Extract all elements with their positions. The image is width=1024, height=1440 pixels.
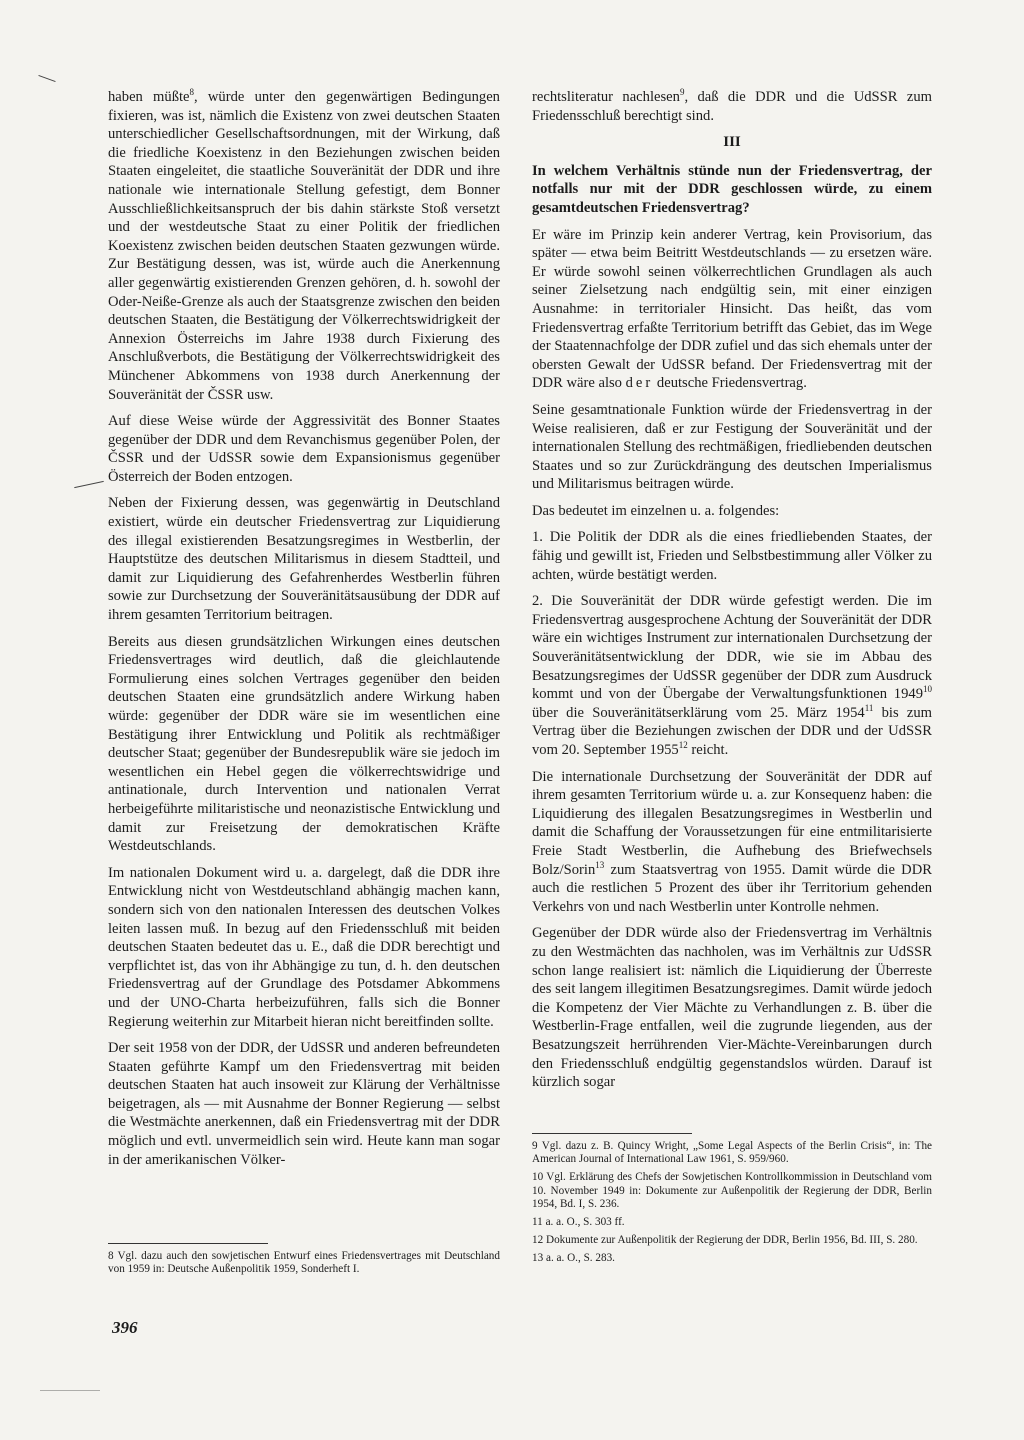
scan-mark <box>40 1390 100 1391</box>
footnote: 12 Dokumente zur Außenpolitik der Regierung der DDR, Berlin 1956, Bd. III, S. 280. <box>532 1234 918 1247</box>
page-number: 396 <box>112 1318 138 1337</box>
scan-mark <box>38 75 55 82</box>
paragraph <box>108 88 500 404</box>
paragraph: Der seit 1958 von der DDR, der UdSSR und anderen befreundeten Staaten geführte Kampf um den Friedensvertrag mit beiden deutschen Staaten hat auch insoweit zur Klärung der Verhältnisse beigetragen, als — mit Ausnahme der Bonner Regierung — selbst die Westmächte anerkennen, daß ein Friedensvertrag mit der DDR möglich und evtl. unvermeidlich sein wird. Heute kann man sogar in der amerikanischen Völker- <box>108 1040 500 1168</box>
emphasis-text: der <box>625 375 654 392</box>
paragraph: Bereits aus diesen grundsätzlichen Wirkungen eines deutschen Friedensvertrages wird deutlich, daß die gleichlautende Formulierung eines solchen Vertrages gegenüber den beiden deutschen Staaten eine grundsätzlich andere Wirkung haben würde: gegenüber der DDR wäre sie im wesentlichen eine Bestätigung ihrer Entwicklung und Politik als rechtmäßiger deutscher Staat; gegenüber der Bundesrepublik wäre sie jedoch im wesentlichen ein Hebel gegen die völkerrechtswidrige und antinationale, durch Intervention und nationalen Verrat herbeigeführte militaristische und neonazistische Entwicklung und damit zur Freisetzung der demokratischen Kräfte Westdeutschlands. <box>108 633 500 855</box>
footnote: 11 a. a. O., S. 303 ff. <box>532 1216 625 1229</box>
paragraph: Gegenüber der DDR würde also der Friedensvertrag im Verhältnis zu den Westmächten das nachholen, was im Verhältnis zur UdSSR schon lange realisiert ist: nämlich die Liquidierung der Überreste des seit langem illegitimen Besatzungsregimes. Damit würde jedoch die Kompetenz der Vier Mächte zu Verhandlungen z. B. über die Westberlin-Frage entfallen, weil die zugrunde liegenden, aus der Besatzungszeit herrührenden Vier-Mächte-Vereinbarungen durch den Friedensschluß endgültig gegenstandslos würden. Darauf ist kürzlich sogar <box>532 925 932 1091</box>
text-run: haben müßte <box>108 89 190 105</box>
text-run: reicht. <box>687 742 729 758</box>
footnote-divider <box>532 1133 692 1134</box>
text-run: über die Souveränitätserklärung vom 25. März 1954 <box>532 704 865 721</box>
scan-mark <box>74 481 104 488</box>
footnote-ref: 11 <box>864 702 874 713</box>
text-run: , würde unter den gegenwärtigen Bedingungen fixieren, was ist, nämlich die Existenz von zwei deutschen Staaten unterschiedlicher Gesellschaftsordnungen, mit der Wirkung, daß die friedliche Koexistenz in den Beziehungen zwischen beiden Staaten eingeleitet, die staatliche Souveränität der DDR und ihre nationale wie internationale Stellung gefestigt, dem Bonner Ausschließlichkeitsanspruch der bis dahin stärkste Stoß versetzt und der westdeutsche Staat zu einer Politik der friedlichen Koexistenz zwischen beiden deutschen Staaten gezwungen würde. Zur Bestätigung dessen, was ist, würde auch die Anerkennung aller gegenwärtig existierenden Grenzen gehören, d. h. sowohl der Oder-Neiße-Grenze als auch der Staatsgrenze zwischen den beiden deutschen Staaten, die Bestätigung der Völkerrechtswidrigkeit der Annexion Österreichs im Jahre 1938 durch Fixierung des Anschlußverbots, die Bestätigung der Völkerrechtswidrigkeit des Münchener Abkommens von 1938 durch Anerkennung der Souveränität der ČSSR usw. <box>108 89 500 403</box>
paragraph <box>532 592 932 759</box>
section-heading: III <box>723 134 741 151</box>
text-run: Er wäre im Prinzip kein anderer Vertrag, kein Provisorium, das später — etwa beim Beitritt Westdeutschlands — zu ersetzen wäre. Er würde sowohl seinen völkerrechtlichen Grundlagen als auch seiner Zielsetzung nach endgültig sein, mit einer einzigen Ausnahme: in territorialer Hinsicht. Das heißt, das vom Friedensvertrag erfaßte Territorium betrifft das Gebiet, das im Wege der Staatennachfolge der DDR zufiel und das sich ehemals unter der obersten Gewalt der UdSSR befand. Der Friedensvertrag mit der DDR wäre also <box>532 226 932 392</box>
paragraph <box>532 88 932 125</box>
text-run: bis zum Vertrag über die Beziehungen zwischen der DDR und der UdSSR vom 20. September 1955 <box>532 704 932 758</box>
question-paragraph: In welchem Verhältnis stünde nun der Friedensvertrag, der notfalls nur mit der DDR geschlossen würde, zu einem gesamtdeutschen Friedensvertrag? <box>532 162 932 216</box>
text-run: rechtsliteratur nachlesen <box>532 89 680 105</box>
footnote: 8 Vgl. dazu auch den sowjetischen Entwurf eines Friedensvertrages mit Deutschland von 1959 in: Deutsche Außenpolitik 1959, Sonderheft I. <box>108 1250 500 1276</box>
footnote: 13 a. a. O., S. 283. <box>532 1252 615 1265</box>
text-run: zum Staatsvertrag von 1955. Damit würde die DDR auch die restlichen 5 Prozent des über ihr Territorium gehenden Verkehrs von und nach Westberlin unter Kontrolle nehmen. <box>532 861 932 915</box>
footnote-ref: 13 <box>595 859 605 870</box>
paragraph: Im nationalen Dokument wird u. a. dargelegt, daß die DDR ihre Entwicklung nicht von Westdeutschland abhängig machen kann, sondern sich von den nationalen Interessen des deutschen Volkes leiten lassen muß. In bezug auf den Friedensschluß mit beiden deutschen Staaten bedeutet das u. E., daß die DDR berechtigt und verpflichtet ist, das von ihr Abhängige zu tun, d. h. den deutschen Friedensvertrag auf der Grundlage des Potsdamer Abkommens und der UNO-Charta herbeizuführen, falls sich die Bonner Regierung weiterhin zur Mitarbeit hieran nicht bereitfinden sollte. <box>108 864 500 1030</box>
paragraph <box>532 768 932 917</box>
text-run: , daß die DDR und die UdSSR zum Friedensschluß berechtigt sind. <box>532 89 932 124</box>
paragraph: Neben der Fixierung dessen, was gegenwärtig in Deutschland existiert, würde ein deutscher Friedensvertrag zur Liquidierung des illegal existierenden Besatzungsregimes in Westberlin, der Hauptstütze des deutschen Militarismus in diesem Stadtteil, und damit zur Liquidierung des Gefahrenherdes Westberlin führen sowie zur Durchsetzung der Souveränitätsausübung der DDR auf ihrem gesamten Territorium beitragen. <box>108 495 500 624</box>
footnote: 10 Vgl. Erklärung des Chefs der Sowjetischen Kontrollkommission in Deutschland vom 10. November 1949 in: Dokumente zur Außenpolitik der Regierung der DDR, Berlin 1954, Bd. I, S. 236. <box>532 1171 932 1210</box>
paragraph: 1. Die Politik der DDR als die eines friedliebenden Staates, der fähig und gewillt ist, Frieden und Selbstbestimmung aller Völker zu achten, würde bestätigt werden. <box>532 529 932 583</box>
footnotes-right <box>532 1140 932 1271</box>
text-run: Die internationale Durchsetzung der Souveränität der DDR auf ihrem gesamten Territorium würde u. a. zur Konsequenz haben: die Liquidierung des illegalen Besatzungsregimes in Westberlin und damit die Schaffung der Voraussetzungen für eine entmilitarisierte Freie Stadt Westberlin, die Aufhebung des Briefwechsels Bolz/Sorin <box>532 768 932 878</box>
footnote-ref: 10 <box>923 684 932 695</box>
right-column <box>532 88 932 1100</box>
paragraph: Seine gesamtnationale Funktion würde der Friedensvertrag in der Weise realisieren, daß er zur Festigung der Souveränität und der internationalen Stellung des rechtmäßigen, friedliebenden deutschen Staates und so zur Zurückdrängung des deutschen Imperialismus und Militarismus beitragen würde. <box>532 401 932 493</box>
footnotes-left <box>108 1250 500 1281</box>
footnote-ref: 9 <box>679 87 685 98</box>
left-column <box>108 88 500 1177</box>
text-run: 2. Die Souveränität der DDR würde gefestigt werden. Die im Friedensvertrag ausgesprochene Achtung der Souveränität der DDR wäre ein wichtiges Instrument zur internationalen Durchsetzung der Souveränitätsentwicklung der DDR, wie sie im Abbau des Besatzungsregimes der UdSSR gegenüber der DDR zum Ausdruck kommt und von der Übergabe der Verwaltungsfunktionen 1949 <box>532 593 932 703</box>
paragraph: Das bedeutet im einzelnen u. a. folgendes: <box>532 502 780 519</box>
paragraph: Auf diese Weise würde der Aggressivität des Bonner Staates gegenüber der DDR und dem Revanchismus gegenüber Polen, der ČSSR und der UdSSR sowie dem Expansionismus gegenüber Österreich der Boden entzogen. <box>108 413 500 485</box>
paragraph <box>532 226 932 393</box>
footnote-ref: 8 <box>189 87 195 98</box>
footnote-divider <box>108 1243 268 1244</box>
footnote: 9 Vgl. dazu z. B. Quincy Wright, „Some Legal Aspects of the Berlin Crisis“, in: The American Journal of International Law 1961, S. 959/960. <box>532 1140 932 1166</box>
footnote-ref: 12 <box>678 740 688 751</box>
text-run: deutsche Friedensvertrag. <box>653 375 807 392</box>
